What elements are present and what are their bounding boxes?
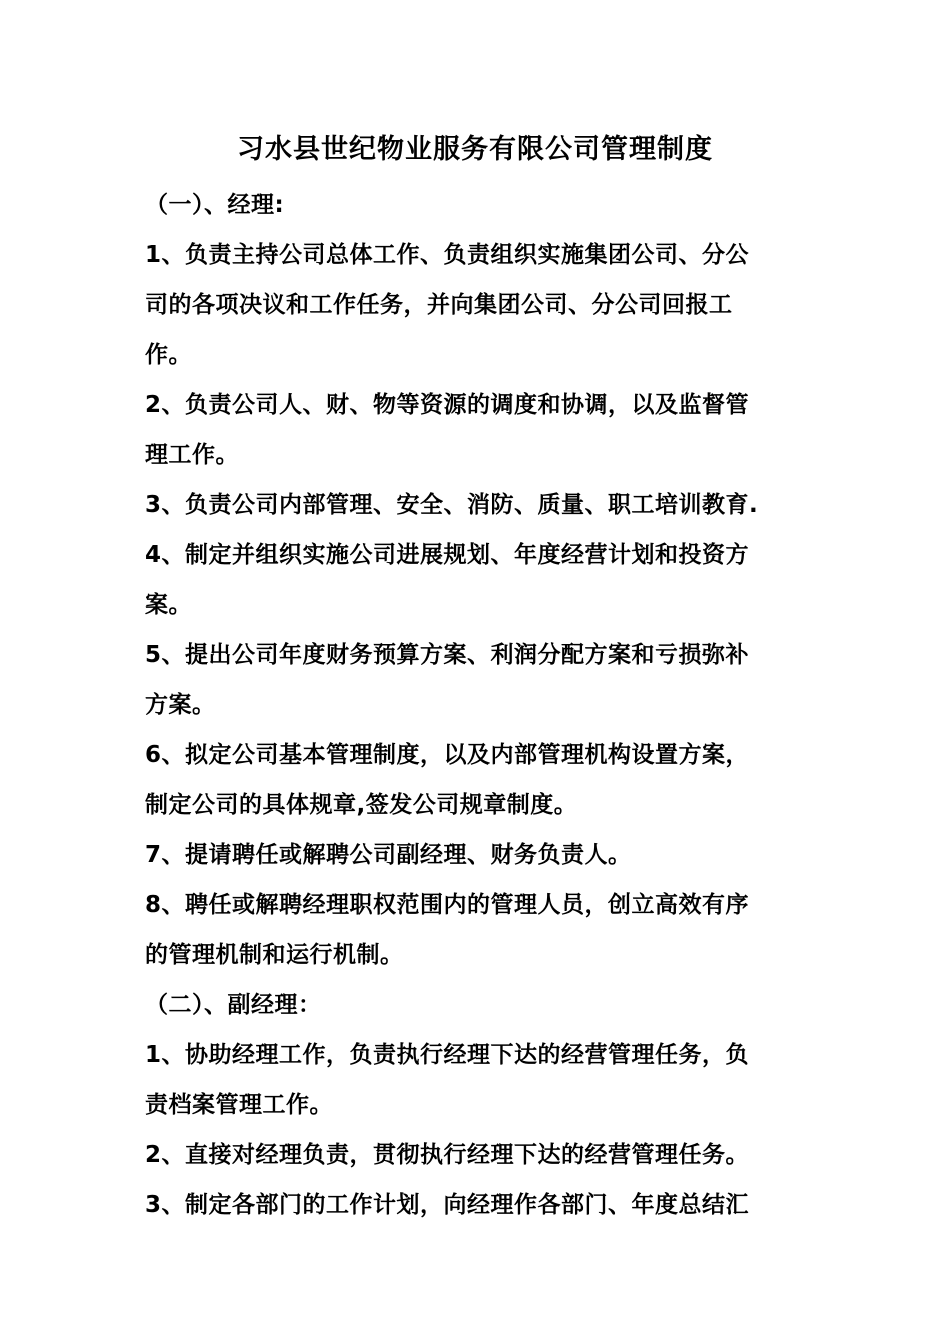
text-line: 作。 xyxy=(145,342,192,368)
text-line: 6、拟定公司基本管理制度，以及内部管理机构设置方案， xyxy=(145,742,750,768)
text-line: 责档案管理工作。 xyxy=(145,1092,333,1118)
text-line: 的管理机制和运行机制。 xyxy=(145,942,404,968)
text-line: 7、提请聘任或解聘公司副经理、财务负责人。 xyxy=(145,842,632,868)
document-body xyxy=(145,180,810,1230)
section-heading-deputy-manager: （二）、副经理： xyxy=(145,992,322,1018)
text-line: 1、协助经理工作，负责执行经理下达的经营管理任务，负 xyxy=(145,1042,750,1068)
text-line: 方案。 xyxy=(145,692,216,718)
document-title: 习水县世纪物业服务有限公司管理制度 xyxy=(237,134,713,165)
text-line: 3、制定各部门的工作计划，向经理作各部门、年度总结汇 xyxy=(145,1192,750,1218)
text-line: 2、直接对经理负责，贯彻执行经理下达的经营管理任务。 xyxy=(145,1142,750,1168)
text-line: 2、负责公司人、财、物等资源的调度和协调，以及监督管 xyxy=(145,392,750,418)
text-line: 司的各项决议和工作任务，并向集团公司、分公司回报工 xyxy=(145,292,733,318)
text-line: 3、负责公司内部管理、安全、消防、质量、职工培训教育. xyxy=(145,492,759,518)
text-line: 案。 xyxy=(145,592,192,618)
text-line: 4、制定并组织实施公司进展规划、年度经营计划和投资方 xyxy=(145,542,750,568)
text-line: 8、聘任或解聘经理职权范围内的管理人员，创立高效有序 xyxy=(145,892,750,918)
text-line: 1、负责主持公司总体工作、负责组织实施集团公司、分公 xyxy=(145,242,750,268)
text-line: 理工作。 xyxy=(145,442,239,468)
text-line: 制定公司的具体规章,签发公司规章制度。 xyxy=(145,792,578,818)
section-heading-manager: （一）、经理: xyxy=(145,192,285,218)
text-line: 5、提出公司年度财务预算方案、利润分配方案和亏损弥补 xyxy=(145,642,750,668)
